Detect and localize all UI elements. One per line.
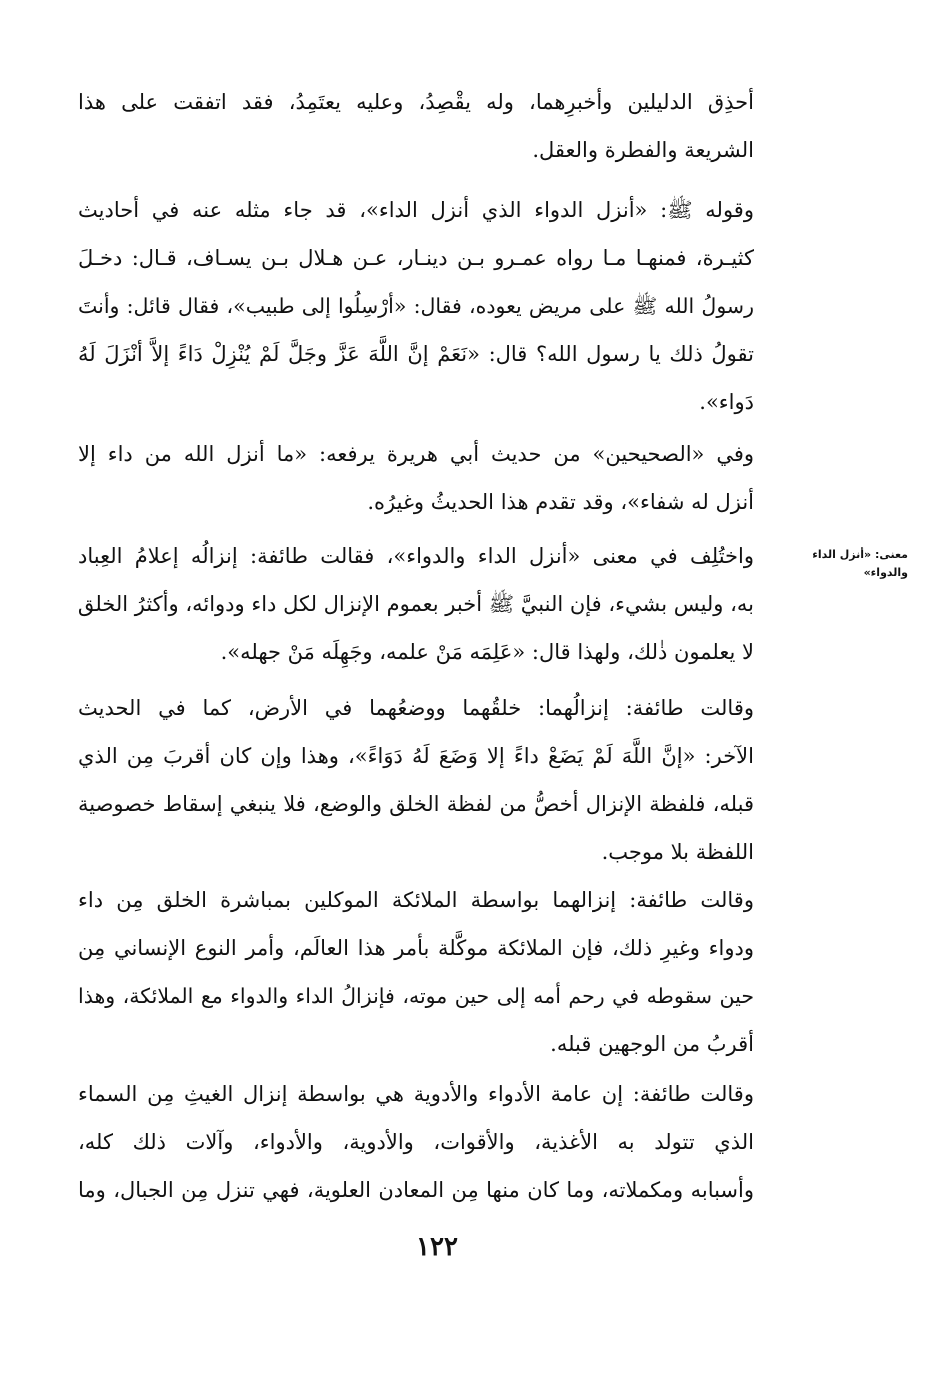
text-line: وأسبابه ومكملاته، وما كان منها مِن المعادن العلوية، فهي تنزل مِن الجبال، وما — [78, 1178, 754, 1202]
text-line: أنزل له شفاء»، وقد تقدم هذا الحديثُ وغيرُه. — [367, 490, 754, 514]
text-line: أحذِق الدليلين وأخبرِهما، وله يقْصِدُ، وعليه يعتَمِدُ، فقد اتفقت على هذا — [78, 90, 754, 114]
text-line: قبله، فلفظة الإنزال أخصُّ من لفظة الخلق والوضع، فلا ينبغي إسقاط خصوصية — [78, 792, 754, 816]
text-line: الآخر: «إنَّ اللَّهَ لَمْ يَضَعْ داءً إلا وَضَعَ لَهُ دَوَاءً»، وهذا وإن كان أقربَ مِن الذي — [78, 744, 754, 768]
margin-note — [778, 546, 908, 582]
paragraph-2 — [78, 186, 754, 426]
text-line: وقالت طائفة: إنزالهما بواسطة الملائكة الموكلين بمباشرة الخلق مِن داء — [78, 888, 754, 912]
text-line: كثيـرة، فمنهـا مـا رواه عمـرو بـن دينـار، عـن هـلال بـن يسـاف، قـال: دخـلَ — [78, 246, 754, 270]
text-line: رسولُ الله ﷺ على مريض يعوده، فقال: «أرْسِلُوا إلى طبيب»، فقال قائل: وأنتَ — [78, 294, 754, 318]
margin-note-line: والدواء» — [863, 566, 908, 579]
paragraph-5 — [78, 684, 754, 876]
text-line: دَواء». — [699, 390, 754, 414]
text-line: وفي «الصحيحين» من حديث أبي هريرة يرفعه: «ما أنزل الله من داء إلا — [78, 442, 754, 466]
text-line: الشريعة والفطرة والعقل. — [532, 138, 754, 162]
paragraph-3 — [78, 430, 754, 526]
paragraph-4 — [78, 532, 754, 676]
text-line: تقولُ ذلك يا رسول الله؟ قال: «نَعَمْ إنَّ اللَّهَ عَزَّ وجَلَّ لَمْ يُنْزِلْ دَاءً إلاَّ أنْزَلَ لَهُ — [78, 342, 754, 366]
paragraph-1 — [78, 78, 754, 174]
text-line: واختُلِف في معنى «أنزل الداء والدواء»، فقالت طائفة: إنزالُه إعلامُ العِباد — [78, 544, 754, 568]
margin-note-line: معنى: «أنزل الداء — [812, 548, 908, 561]
text-line: به، وليس بشيء، فإن النبيَّ ﷺ أخبر بعموم الإنزال لكل داء ودوائه، وأكثرُ الخلق — [78, 592, 754, 616]
paragraph-6 — [78, 876, 754, 1068]
page-number: ١٢٢ — [416, 1232, 458, 1262]
text-line: وقالت طائفة: إن عامة الأدواء والأدوية هي بواسطة إنزال الغيثِ مِن السماء — [78, 1082, 754, 1106]
text-line: لا يعلمون ذٰلك، ولهذا قال: «عَلِمَه مَنْ علمه، وجَهِلَه مَنْ جهله». — [220, 640, 754, 664]
text-line: ودواء وغيرِ ذلك، فإن الملائكة موكَّلة بأمر هذا العالَم، وأمر النوع الإنساني مِن — [78, 936, 754, 960]
text-line: وقوله ﷺ: «أنزل الدواء الذي أنزل الداء»، قد جاء مثله عنه في أحاديث — [78, 198, 754, 222]
text-line: حين سقوطه في رحم أمه إلى حين موته، فإنزالُ الداء والدواء مع الملائكة، وهذا — [78, 984, 754, 1008]
text-line: أقربُ من الوجهين قبله. — [550, 1032, 754, 1056]
text-line: الذي تتولد به الأغذية، والأقوات، والأدوية، والأدواء، وآلات ذلك كله، — [78, 1130, 754, 1154]
text-line: اللفظة بلا موجب. — [601, 840, 754, 864]
text-line: وقالت طائفة: إنزالُهما: خلقُهما ووضعُهما في الأرض، كما في الحديث — [78, 696, 754, 720]
paragraph-7 — [78, 1070, 754, 1214]
